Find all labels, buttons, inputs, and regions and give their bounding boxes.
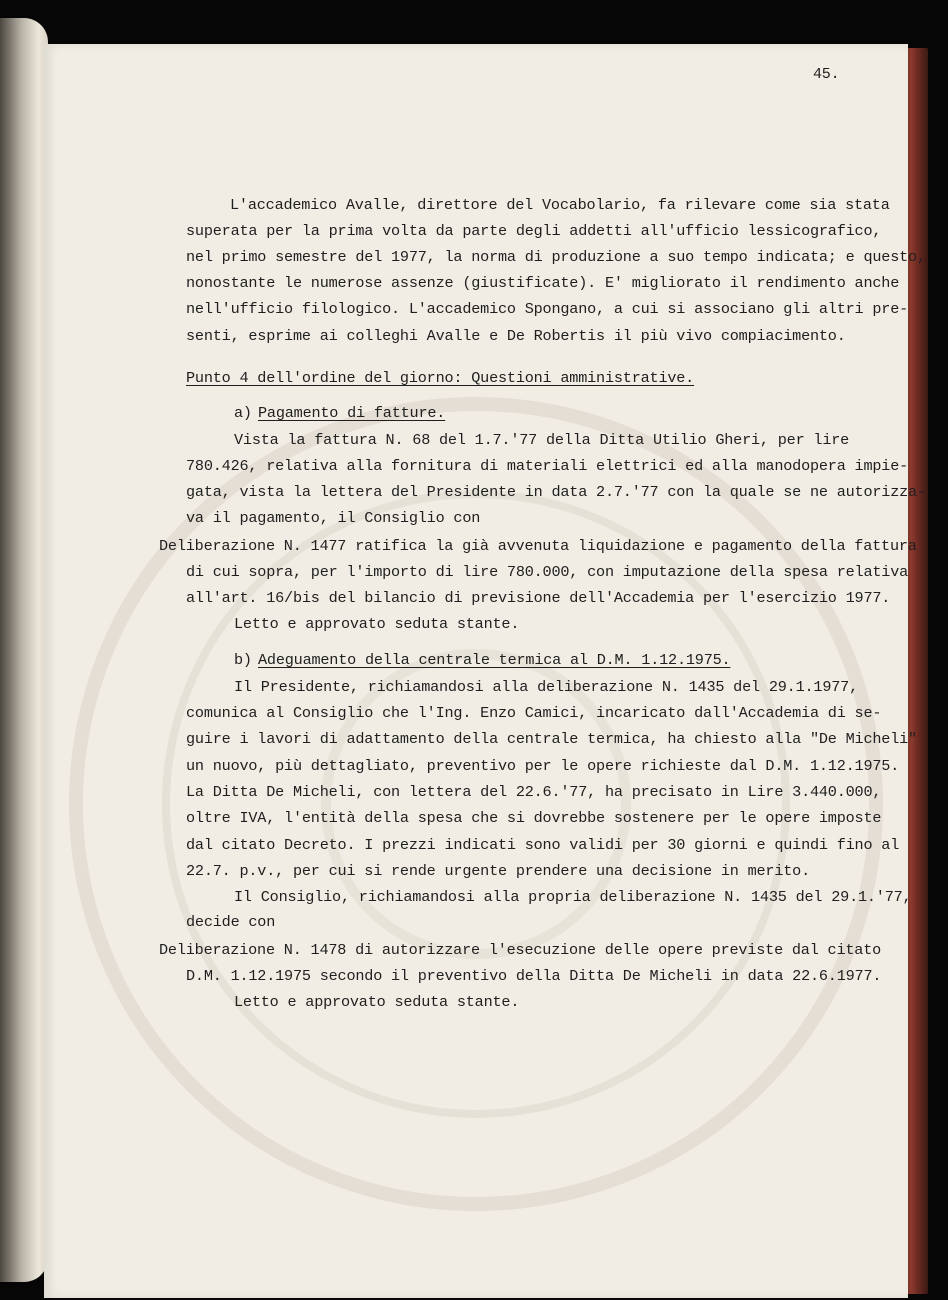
paragraph-line: superata per la prima volta da parte degli addetti all'ufficio lessicografico, bbox=[186, 222, 882, 240]
page-number: 45. bbox=[813, 66, 840, 83]
paragraph-line: senti, esprime ai colleghi Avalle e De Robertis il più vivo compiacimento. bbox=[186, 327, 846, 345]
item-b-line: Il Presidente, richiamandosi alla deliberazione N. 1435 del 29.1.1977, bbox=[234, 678, 858, 696]
item-b-line: comunica al Consiglio che l'Ing. Enzo Camici, incaricato dall'Accademia di se- bbox=[186, 704, 882, 722]
item-a-line: va il pagamento, il Consiglio con bbox=[186, 509, 481, 527]
item-b-line: oltre IVA, l'entità della spesa che si dovrebbe sostenere per le opere imposte bbox=[186, 809, 882, 827]
item-b-line: Deliberazione N. 1478 di autorizzare l'esecuzione delle opere previste dal citato bbox=[159, 941, 882, 959]
paragraph-line: nell'ufficio filologico. L'accademico Spongano, a cui si associano gli altri pre- bbox=[186, 300, 909, 318]
item-a-line: all'art. 16/bis del bilancio di previsione dell'Accademia per l'esercizio 1977. bbox=[186, 589, 891, 607]
item-b-line: La Ditta De Micheli, con lettera del 22.6.'77, ha precisato in Lire 3.440.000, bbox=[186, 783, 882, 801]
item-b-line: dal citato Decreto. I prezzi indicati sono validi per 30 giorni e quindi fino al bbox=[186, 836, 900, 854]
item-b-line: decide con bbox=[186, 913, 276, 931]
paragraph-line: L'accademico Avalle, direttore del Vocabolario, fa rilevare come sia stata bbox=[230, 196, 890, 214]
item-a-line: 780.426, relativa alla fornitura di materiali elettrici ed alla manodopera impie- bbox=[186, 457, 909, 475]
paragraph-line: nel primo semestre del 1977, la norma di produzione a suo tempo indicata; e questo, bbox=[186, 248, 926, 266]
item-b-line: Il Consiglio, richiamandosi alla propria deliberazione N. 1435 del 29.1.'77, bbox=[234, 888, 912, 906]
item-a-line: Letto e approvato seduta stante. bbox=[234, 615, 520, 633]
item-b-line: D.M. 1.12.1975 secondo il preventivo della Ditta De Micheli in data 22.6.1977. bbox=[186, 967, 882, 985]
item-a-marker: a) bbox=[234, 404, 252, 422]
item-b-line: 22.7. p.v., per cui si rende urgente prendere una decisione in merito. bbox=[186, 862, 810, 880]
item-a-line: gata, vista la lettera del Presidente in data 2.7.'77 con la quale se ne autorizza- bbox=[186, 483, 926, 501]
item-b-line: un nuovo, più dettagliato, preventivo per le opere richieste dal D.M. 1.12.1975. bbox=[186, 757, 900, 775]
item-a-line: di cui sopra, per l'importo di lire 780.000, con imputazione della spesa relativa bbox=[186, 563, 909, 581]
item-b-line: Letto e approvato seduta stante. bbox=[234, 993, 520, 1011]
item-a-line: Deliberazione N. 1477 ratifica la già avvenuta liquidazione e pagamento della fattura bbox=[159, 537, 917, 555]
item-b-marker: b) bbox=[234, 651, 252, 669]
item-b-line: guire i lavori di adattamento della centrale termica, ha chiesto alla "De Micheli" bbox=[186, 730, 917, 748]
section-heading: Punto 4 dell'ordine del giorno: Questioni amministrative. bbox=[186, 369, 695, 387]
paragraph-line: nonostante le numerose assenze (giustificate). E' migliorato il rendimento anche bbox=[186, 274, 900, 292]
item-b-title: Adeguamento della centrale termica al D.M. 1.12.1975. bbox=[258, 651, 731, 669]
book-spine bbox=[0, 18, 48, 1282]
document-page bbox=[44, 44, 926, 1298]
item-a-title: Pagamento di fatture. bbox=[258, 404, 446, 422]
item-a-line: Vista la fattura N. 68 del 1.7.'77 della Ditta Utilio Gheri, per lire bbox=[234, 431, 850, 449]
